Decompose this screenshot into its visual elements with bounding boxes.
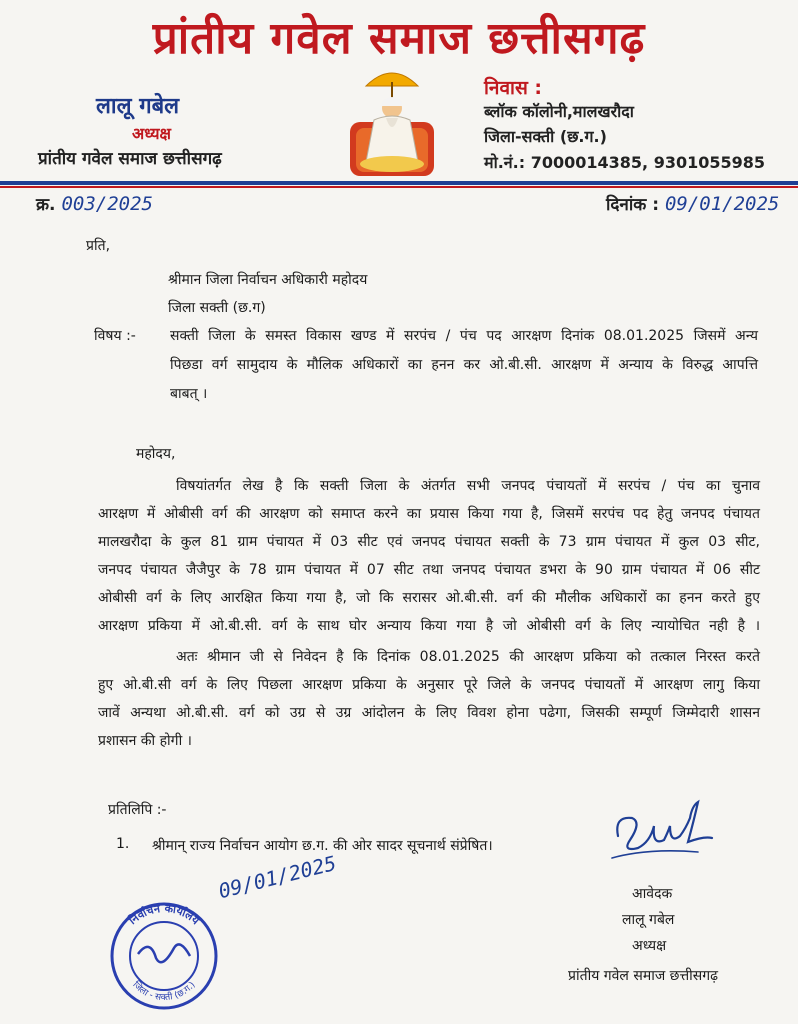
header-divider-red bbox=[0, 186, 798, 188]
addressee-line-2: जिला सक्ती (छ.ग) bbox=[168, 300, 266, 316]
reference-number bbox=[36, 192, 153, 215]
letterhead-title: प्रांतीय गवेल समाज छत्तीसगढ़ bbox=[152, 13, 646, 64]
addressee-line-1: श्रीमान जिला निर्वाचन अधिकारी महोदय bbox=[168, 272, 368, 288]
saint-emblem-icon bbox=[346, 62, 438, 180]
reference-value: 003/2025 bbox=[61, 193, 153, 215]
president-organization: प्रांतीय गवेल समाज छत्तीसगढ़ bbox=[38, 149, 222, 169]
address-label: निवास : bbox=[484, 77, 543, 99]
stamp-ring-top: निर्वाचन कार्यालय bbox=[126, 901, 202, 928]
president-name: लालू गबेल bbox=[96, 94, 180, 119]
subject-label: विषय :- bbox=[94, 328, 136, 344]
subject-line: बाबत् । bbox=[170, 386, 208, 402]
copy-item-text: श्रीमान् राज्य निर्वाचन आयोग छ.ग. की ओर सादर सूचनार्थ संप्रेषित। bbox=[152, 838, 493, 854]
subject-line: पिछडा वर्ग सामुदाय के मौलिक अधिकारों का हनन कर ओ.बी.सी. आरक्षण में अन्याय के विरुद्ध आपत्ति bbox=[170, 357, 758, 373]
paragraph-line: जनपद पंचायत जैजैपुर के 78 ग्राम पंचायत में 07 सीट तथा जनपद पंचायत डभरा के 90 ग्राम पंचायत में 06 सीट bbox=[98, 562, 760, 578]
addressee-prefix: प्रति, bbox=[86, 238, 111, 254]
date-value: 09/01/2025 bbox=[664, 193, 780, 215]
letter-date bbox=[606, 192, 779, 215]
paragraph-line: विषयांतर्गत लेख है कि सक्ती जिला के अंतर्गत सभी जनपद पंचायतों में सरपंच / पंच का चुनाव bbox=[176, 478, 760, 494]
paragraph-line: आरक्षण में ओबीसी वर्ग की आरक्षण को समाप्त करने का प्रयास किया गया है, जिसमें सरपंच पद हेतु जनपद पंचायत bbox=[98, 506, 760, 522]
paragraph-line: मालखरौदा के कुल 81 ग्राम पंचायत में 03 सीट एवं जनपद पंचायत सक्ती के 73 ग्राम पंचायत में कुल 03 सीट, bbox=[98, 534, 760, 550]
address-line-2: जिला-सक्ती (छ.ग.) bbox=[484, 127, 607, 146]
signature-icon bbox=[608, 796, 718, 876]
copy-item-number: 1. bbox=[116, 836, 130, 852]
salutation: महोदय, bbox=[136, 446, 176, 462]
signatory-name: लालू गबेल bbox=[622, 912, 675, 928]
reference-label: क्र. bbox=[36, 195, 56, 215]
phone-line: मो.नं.: 7000014385, 9301055985 bbox=[484, 153, 766, 172]
date-label: दिनांक : bbox=[606, 195, 660, 215]
paragraph-line: आरक्षण प्रकिया में ओ.बी.सी. वर्ग के साथ घोर अन्याय किया गया है जो ओबीसी वर्ग के लिए न्यायोचित नही है । bbox=[98, 618, 760, 634]
paragraph-line: प्रशासन की होगी । bbox=[98, 733, 192, 749]
header-divider bbox=[0, 181, 798, 185]
applicant-label: आवेदक bbox=[632, 886, 673, 902]
copy-label: प्रतिलिपि :- bbox=[108, 802, 167, 818]
paragraph-line: जावें अन्यथा ओ.बी.सी. वर्ग को उग्र से उग्र आंदोलन के लिए विवश होना पढेगा, जिसकी सम्पूर्ण जिम्मेदारी शासन bbox=[98, 705, 760, 721]
paragraph-line: अतः श्रीमान जी से निवेदन है कि दिनांक 08.01.2025 की आरक्षण प्रकिया को तत्काल निरस्त करते bbox=[176, 649, 760, 665]
stamp-received-date: 09/01/2025 bbox=[216, 850, 339, 904]
signatory-role: अध्यक्ष bbox=[632, 938, 667, 954]
president-role: अध्यक्ष bbox=[132, 124, 171, 143]
stamp-ring-bottom: जिला - सक्ती (छ.ग.) bbox=[130, 980, 198, 1004]
paragraph-line: हुए ओ.बी.सी वर्ग के लिए पिछला आरक्षण प्रकिया के अनुसार पूरे जिले के जनपद पंचायतों में आरक्षण लागु किया bbox=[98, 677, 760, 693]
subject-line: सक्ती जिला के समस्त विकास खण्ड में सरपंच / पंच पद आरक्षण दिनांक 08.01.2025 जिसमें अन्य bbox=[170, 328, 758, 344]
office-stamp-icon bbox=[104, 898, 224, 1010]
paragraph-line: ओबीसी वर्ग के लिए आरक्षित किया गया है, जो कि सरासर ओ.बी.सी. वर्ग की मौलीक अधिकारों का हनन करते हुए bbox=[98, 590, 760, 606]
address-line-1: ब्लॉक कॉलोनी,मालखरौदा bbox=[484, 102, 634, 121]
signatory-organization: प्रांतीय गवेल समाज छत्तीसगढ़ bbox=[568, 968, 719, 984]
svg-text:निर्वाचन कार्यालय bbox=[125, 902, 202, 928]
